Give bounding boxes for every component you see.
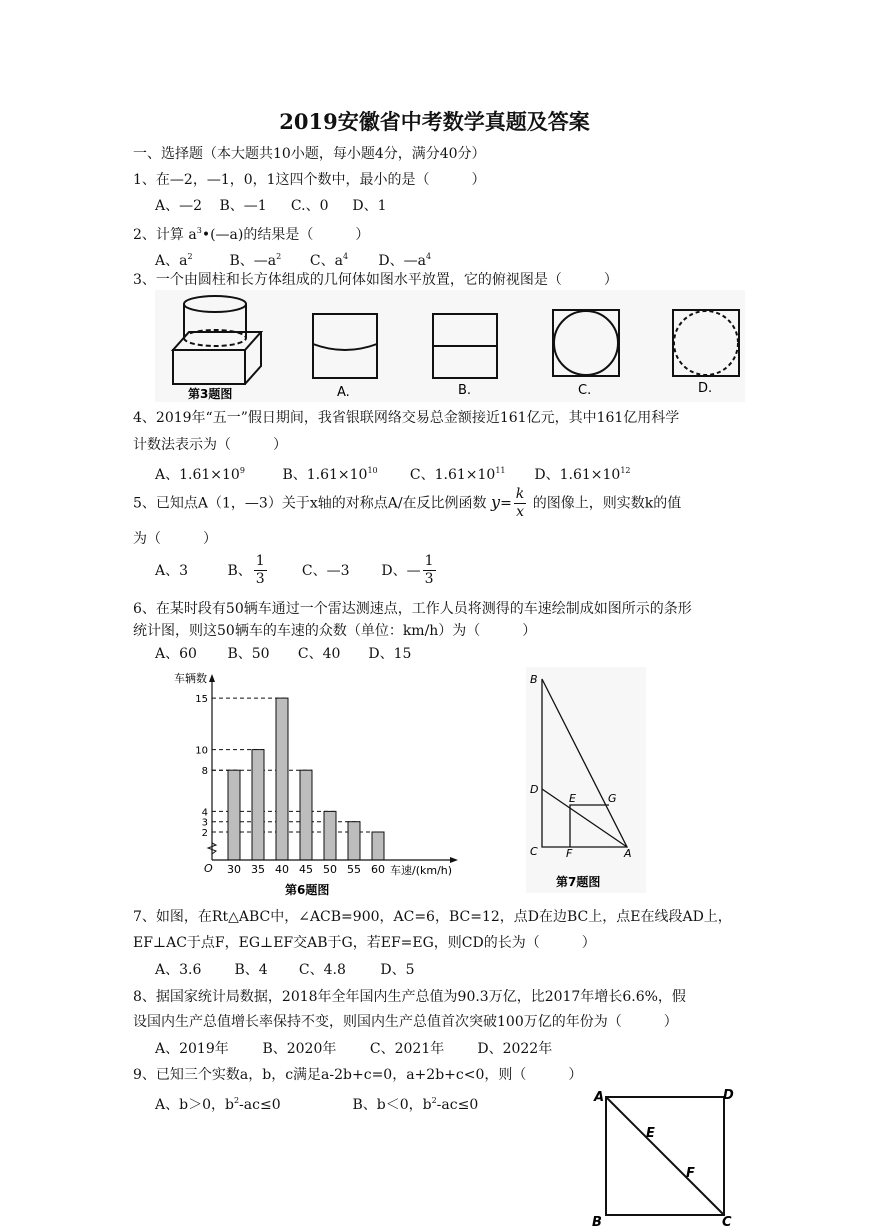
q5-option-d — [381, 553, 437, 588]
q7-point-g: G — [608, 792, 617, 805]
q10-figure — [590, 1085, 740, 1228]
q2-stem-text-post: •(—a)的结果是（ ） — [201, 227, 370, 243]
q7-point-a: A — [624, 847, 632, 860]
q7-option-b: B、4 — [234, 962, 268, 978]
q9-option-b-exp: 2 — [431, 1096, 437, 1105]
q1-option-d: D、1 — [352, 198, 387, 214]
q9-option-a — [155, 1092, 348, 1114]
q5-option-d-fraction — [423, 553, 436, 588]
q9-option-a-text: A、b＞0，b — [155, 1097, 234, 1113]
q6-line2: 统计图，则这50辆车的车速的众数（单位：km/h）为（ ） — [133, 623, 537, 639]
q4-options — [155, 462, 631, 484]
bar-60 — [372, 832, 384, 860]
y-tick-4: 4 — [201, 807, 208, 819]
q5-options — [155, 553, 438, 588]
q2-option-b — [229, 248, 305, 270]
q3-label-c: C. — [578, 383, 592, 398]
q7-caption: 第7题图 — [556, 875, 601, 889]
bar-35 — [252, 750, 264, 860]
q4-option-c-text: C、1.61×10 — [409, 467, 496, 483]
chart-x-arrow — [450, 857, 458, 863]
chart-x-tick-labels — [227, 863, 385, 876]
q1-option-c: C.、0 — [290, 198, 329, 214]
chart-caption: 第6题图 — [285, 883, 330, 897]
q1-options — [155, 197, 387, 215]
bar-50 — [324, 811, 336, 860]
x-tick-50: 50 — [323, 863, 337, 876]
q8-options — [155, 1040, 552, 1058]
q2-exponent: 3 — [196, 226, 202, 235]
q10-point-e: E — [646, 1126, 655, 1141]
q5-option-d-text: D、— — [381, 562, 421, 579]
q5-option-b — [227, 553, 297, 588]
y-tick-8: 8 — [201, 766, 208, 778]
chart-y-arrow — [209, 674, 215, 682]
chart-y-tick-labels — [195, 694, 208, 839]
q10-point-b: B — [592, 1215, 602, 1228]
x-tick-35: 35 — [251, 863, 265, 876]
q8-option-a: A、2019年 — [155, 1041, 229, 1057]
y-tick-3: 3 — [201, 817, 208, 829]
q8-line1: 8、据国家统计局数据，2018年全年国内生产总值为90.3万亿，比2017年增长6.6%，假 — [133, 989, 686, 1005]
q4-option-d-exp: 12 — [620, 466, 631, 475]
q2-option-c-text: C、a — [309, 253, 343, 269]
q2-option-c-exp: 4 — [342, 252, 349, 261]
q2-option-c — [310, 248, 374, 270]
q4-option-b-exp: 10 — [367, 466, 378, 475]
bar-40 — [276, 698, 288, 860]
x-tick-45: 45 — [299, 863, 313, 876]
q4-option-a — [155, 462, 278, 484]
q10-square-drawing — [606, 1097, 724, 1215]
q2-option-b-text: B、—a — [229, 253, 277, 269]
q6-option-b: B、50 — [227, 646, 270, 662]
q5-option-a: A、3 — [155, 562, 189, 579]
q3-label-d: D. — [698, 381, 713, 396]
q5-option-b-den: 3 — [255, 571, 265, 587]
q1-stem: 1、在—2，—1，0，1这四个数中，最小的是（ ） — [133, 172, 486, 188]
y-tick-15: 15 — [195, 694, 208, 706]
q4-option-b-text: B、1.61×10 — [282, 467, 368, 483]
q2-option-a-text: A、a — [155, 253, 188, 269]
q9-stem: 9、已知三个实数a，b，c满足a-2b+c=0，a+2b+c<0，则（ ） — [133, 1067, 583, 1083]
q2-option-d-text: D、—a — [378, 253, 426, 269]
q10-point-d: D — [723, 1088, 734, 1103]
q7-option-c: C、4.8 — [298, 962, 346, 978]
bar-30 — [228, 770, 240, 860]
q9-option-a-post: -ac≤0 — [239, 1097, 281, 1113]
x-tick-40: 40 — [275, 863, 289, 876]
q3-label-a: A. — [337, 385, 350, 400]
q8-line2: 设国内生产总值增长率保持不变，则国内生产总值首次突破100万亿的年份为（ ） — [133, 1014, 678, 1030]
q5-stem-text: 5、已知点A（1，—3）关于x轴的对称点A/在反比例函数 — [133, 495, 487, 512]
q1-option-b: B、—1 — [219, 198, 267, 214]
x-tick-55: 55 — [347, 863, 361, 876]
q4-line2: 计数法表示为（ ） — [133, 437, 287, 453]
q9-option-b-post: -ac≤0 — [436, 1097, 479, 1113]
q10-point-c: C — [722, 1215, 732, 1228]
q4-option-d-text: D、1.61×10 — [534, 467, 621, 483]
q2-option-b-exp: 2 — [276, 252, 282, 261]
q5-option-b-text: B、 — [227, 562, 252, 579]
q6-option-a: A、60 — [155, 646, 197, 662]
q5-frac-num: k — [515, 486, 525, 502]
q5-line2: 为（ ） — [133, 531, 217, 547]
q3-caption: 第3题图 — [188, 387, 233, 401]
q7-figure — [526, 667, 646, 893]
q3-label-b: B. — [458, 383, 472, 398]
q2-stem-text: 2、计算 a — [133, 227, 197, 243]
bar-55 — [348, 822, 360, 860]
q5-option-b-num: 1 — [255, 553, 265, 569]
q5-option-d-den: 3 — [424, 571, 434, 587]
q8-option-b: B、2020年 — [262, 1041, 337, 1057]
q5-func-y: y — [491, 492, 501, 512]
page-title: 2019安徽省中考数学真题及答案 — [279, 109, 590, 134]
q5-option-b-fraction — [254, 553, 267, 588]
q8-option-d: D、2022年 — [477, 1041, 553, 1057]
q4-option-b — [282, 462, 405, 484]
q7-line2: EF⊥AC于点F，EG⊥EF交AB于G，若EF=EG，则CD的长为（ ） — [133, 935, 596, 951]
q10-point-f: F — [686, 1166, 695, 1181]
q4-option-d — [534, 462, 630, 484]
q2-option-d — [378, 248, 431, 270]
q7-point-c: C — [530, 845, 538, 858]
q9-option-a-exp: 2 — [233, 1096, 240, 1105]
q4-option-a-exp: 9 — [239, 466, 245, 475]
q2-option-d-exp: 4 — [425, 252, 432, 261]
q6-options — [155, 645, 411, 663]
q9-option-b-text: B、b＜0，b — [352, 1097, 432, 1113]
diagonal-ac — [606, 1097, 724, 1215]
q3-figure — [155, 290, 745, 402]
q9-option-b — [352, 1092, 478, 1114]
section-heading: 一、选择题（本大题共10小题，每小题4分，满分40分） — [133, 146, 486, 162]
q5-frac-den: x — [516, 504, 524, 520]
q3-stem: 3、一个由圆柱和长方体组成的几何体如图水平放置，它的俯视图是（ ） — [133, 272, 618, 288]
x-tick-30: 30 — [227, 863, 241, 876]
q4-line1: 4、2019年“五一”假日期间，我省银联网络交易总金额接近161亿元，其中161亿用科学 — [133, 410, 680, 426]
q4-option-a-text: A、1.61×10 — [155, 467, 240, 483]
y-tick-10: 10 — [195, 745, 208, 757]
x-tick-60: 60 — [371, 863, 385, 876]
q4-option-c — [410, 462, 530, 484]
q5-option-d-num: 1 — [424, 553, 434, 569]
chart-x-label: 车速/(km/h) — [390, 864, 453, 877]
q6-bar-chart — [170, 668, 470, 900]
bar-45 — [300, 770, 312, 860]
q7-point-d: D — [530, 783, 539, 796]
q5-func-eq: = — [500, 495, 512, 512]
q7-point-b: B — [530, 673, 538, 686]
q5-stem-text-post: 的图像上，则实数k的值 — [532, 495, 682, 512]
chart-y-label: 车辆数 — [174, 672, 207, 685]
q2-stem — [133, 222, 369, 244]
q6-option-d: D、15 — [368, 646, 412, 662]
q7-option-d: D、5 — [380, 962, 415, 978]
q2-option-a — [155, 248, 225, 270]
q6-line1: 6、在某时段有50辆车通过一个雷达测速点，工作人员将测得的车速绘制成如图所示的条形 — [133, 601, 692, 617]
q8-option-c: C、2021年 — [369, 1041, 445, 1057]
q7-line1: 7、如图，在Rt△ABC中，∠ACB=900，AC=6，BC=12，点D在边BC上，点E在线段AD上， — [133, 909, 732, 925]
q1-option-a: A、—2 — [155, 198, 203, 214]
q5-fraction-k-over-x — [514, 486, 526, 521]
q7-options — [155, 961, 415, 979]
chart-origin: O — [204, 862, 213, 875]
chart-bars — [228, 698, 384, 860]
q10-point-a: A — [594, 1090, 605, 1105]
q9-options — [155, 1092, 478, 1114]
q2-option-a-exp: 2 — [187, 252, 193, 261]
q2-options — [155, 248, 431, 270]
q5-option-c: C、—3 — [301, 562, 350, 579]
q4-option-c-exp: 11 — [495, 466, 506, 475]
q6-option-c: C、40 — [297, 646, 341, 662]
q7-option-a: A、3.6 — [155, 962, 202, 978]
y-tick-2: 2 — [201, 828, 208, 839]
q7-point-e: E — [569, 792, 576, 805]
q5-stem — [133, 486, 681, 521]
q7-point-f: F — [566, 847, 573, 860]
